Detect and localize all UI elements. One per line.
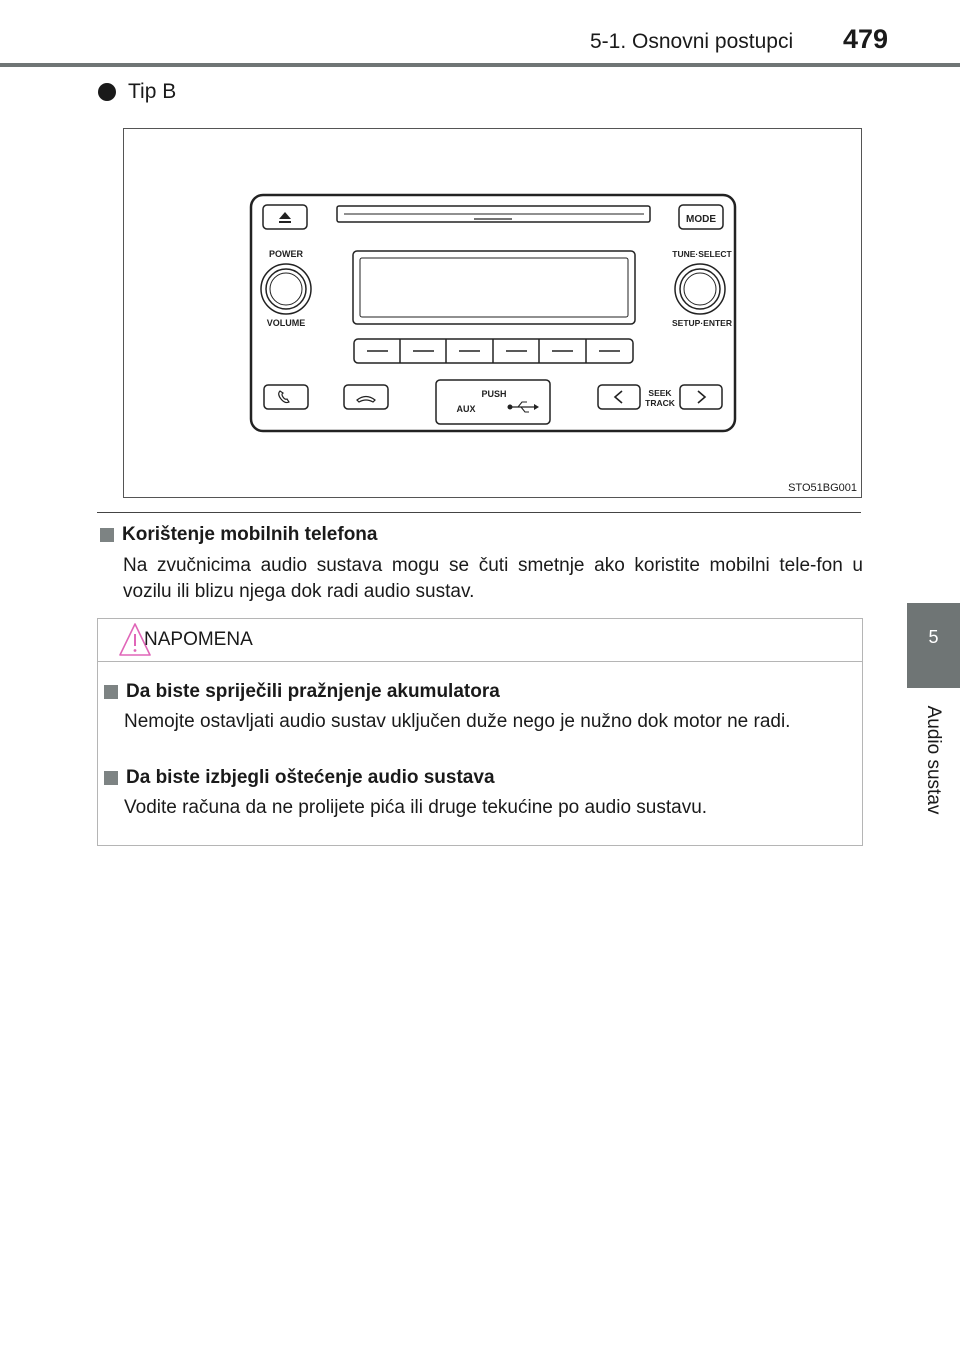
bullet-dot-icon: [98, 83, 116, 101]
cd-slot: [337, 206, 650, 222]
power-volume-knob: [261, 264, 311, 314]
display-screen: [353, 251, 635, 324]
audio-unit-illustration: [124, 129, 861, 497]
figure-frame: [123, 128, 862, 498]
seek-forward-button: [680, 385, 722, 409]
chapter-label: Audio sustav: [923, 705, 944, 815]
note-item-text: Nemojte ostavljati audio sustav uključen duže nego je nužno dok motor ne radi.: [124, 711, 791, 732]
note-header: [98, 619, 862, 662]
section-rule: [97, 512, 861, 513]
note-item-heading-text: Da biste izbjegli oštećenje audio sustava: [126, 767, 495, 788]
aux-usb-port: [436, 380, 550, 424]
header-title: 5-1. Osnovni postupci: [590, 30, 794, 53]
section-heading-text: Korištenje mobilnih telefona: [122, 524, 378, 545]
seek-back-button: [598, 385, 640, 409]
note-item-heading: [104, 767, 495, 789]
phone-hangup-button: [344, 385, 388, 409]
eject-button: [263, 205, 307, 229]
volume-label: VOLUME: [266, 318, 306, 328]
seek-label: SEEK: [648, 388, 672, 398]
track-label: TRACK: [645, 398, 675, 408]
header-rule: [0, 63, 960, 67]
note-item-text: Vodite računa da ne prolijete pića ili druge tekućine po audio sustavu.: [124, 797, 708, 818]
page-number: 479: [843, 24, 889, 54]
mode-label: MODE: [686, 214, 716, 225]
square-bullet-icon: [104, 771, 118, 785]
section-heading: [100, 524, 377, 546]
tip-row: [98, 80, 176, 104]
mode-button: [679, 205, 723, 229]
push-label: PUSH: [481, 389, 507, 399]
note-title: NAPOMENA: [144, 629, 253, 650]
square-bullet-icon: [100, 528, 114, 542]
tune-select-knob: [675, 264, 725, 314]
note-box: [97, 618, 863, 846]
note-item-heading-text: Da biste spriječili pražnjenje akumulatora: [126, 681, 500, 702]
chapter-tab: [907, 603, 960, 688]
chapter-tab-number: 5: [928, 627, 939, 647]
section-body: Na zvučnicima audio sustava mogu se čuti smetnje ako koristite mobilni tele-fon u vozilu ili blizu njega dok radi audio sustav.: [123, 555, 863, 602]
figure-code: STO51BG001: [788, 482, 857, 494]
power-label: POWER: [268, 249, 304, 259]
setup-enter-label: SETUP·ENTER: [672, 318, 732, 328]
phone-pickup-button: [264, 385, 308, 409]
tip-label: Tip B: [128, 80, 177, 103]
aux-label: AUX: [456, 404, 476, 414]
note-item-heading: [104, 681, 500, 703]
tune-select-label: TUNE·SELECT: [672, 249, 732, 259]
preset-buttons: [354, 339, 633, 363]
square-bullet-icon: [104, 685, 118, 699]
